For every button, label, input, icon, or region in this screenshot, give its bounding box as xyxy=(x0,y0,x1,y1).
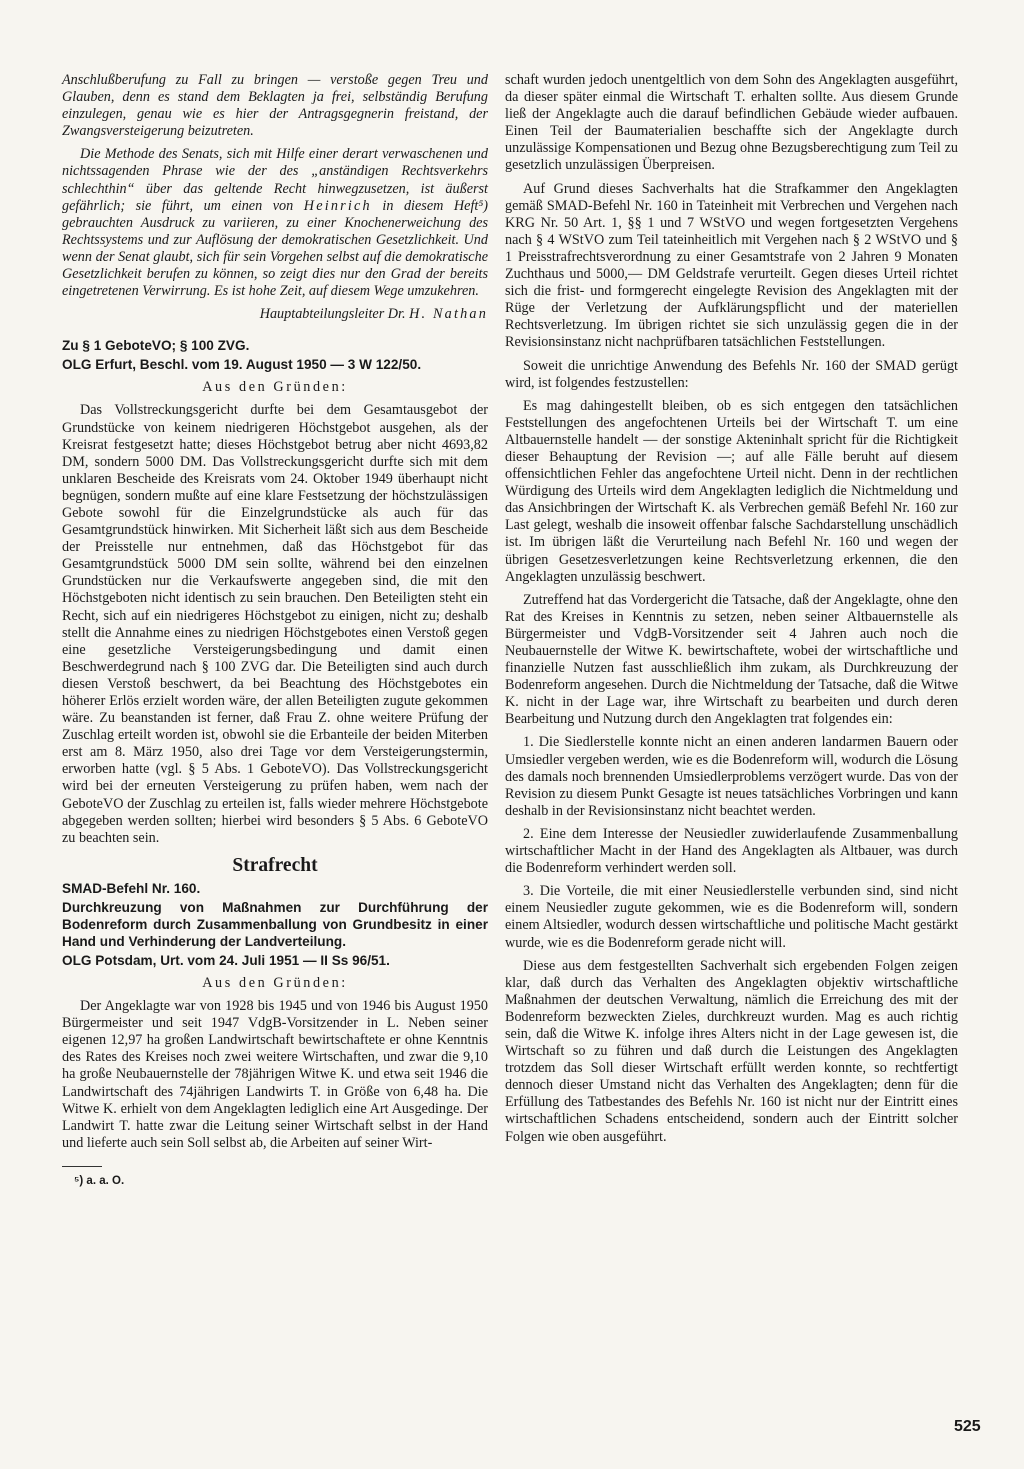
case1-body: Das Vollstreckungsgericht durfte bei dem Gesamtausgebot der Grundstücke von keinem niedrigeren Höchstgebot ausgehen, als der Kreisrat festgesetzt hatte; dieses Höchstgebot betrug aber nicht 4693,82 DM, sondern 5000 DM. Das Vollstreckungsgericht durfte sich mit dem unklaren Bescheide des Kreisrats vom 24. Oktober 1949 überhaupt nicht begnügen, sondern mußte auf eine klare Festsetzung der höchstzulässigen Gebote sowohl für die Einzelgrundstücke als auch für das Gesamtgrundstück hinwirken. Mit Sicherheit läßt sich aus dem Bescheide der Preisstelle nur entnehmen, daß das Höchstgebot für das Gesamtgrundstück 5000 DM sein sollte, während bei den einzelnen Grundstücken nur die Verkaufswerte angegeben sind, die mit den Höchstgeboten nicht identisch zu sein brauchen. Den Beteiligten steht ein Recht, sich auf ein niedrigeres Höchstgebot zu einigen, nicht zu; deshalb stellt die Annahme eines zu niedrigen Höchstgebotes einen Verstoß gegen eine gesetzliche Versteigerungsbedingung und damit einen Beschwerdegrund nach § 100 ZVG dar. Die Beteiligten sind auch durch diesen Verstoß beschwert, da bei Beachtung des Höchstgebotes ein höherer Erlös erzielt worden wäre, der allen Beteiligten zugute gekommen wäre. Zu beanstanden ist ferner, daß Frau Z. ohne weitere Prüfung der Zuschlag erteilt worden ist, obwohl sie die Erbanteile der beiden Miterben erst am 8. März 1950, also drei Tage vor dem Versteigerungstermin, erworben hatte (vgl. § 5 Abs. 1 GeboteVO). Das Vollstreckungsgericht wird bei der erneuten Versteigerung zu prüfen haben, wem nach der GeboteVO der Zuschlag zu erteilen ist, falls wieder mehrere Höchstgebote abgegeben werden sollten; hierbei wird besonders § 5 Abs. 6 GeboteVO zu beachten sein. xyxy=(62,402,488,846)
footnote-rule xyxy=(62,1166,102,1167)
right-paragraph-2: Auf Grund dieses Sachverhalts hat die Strafkammer den Angeklagten gemäß SMAD-Befehl Nr. 160 in Tateinheit mit Verbrechen und Vergehen nach KRG Nr. 50 Art. 1, §§ 1 und 7 WStVO und wegen fortgesetzten Vergehens nach § 4 WStVO zum Teil tateinheitlich mit Vergehen nach § 2 WStVO und § 1 Preisstrafrechtsverordnung zu einer Gesamtstrafe von 2 Jahren 9 Monaten Zuchthaus und 5000,— DM Geldstrafe verurteilt. Gegen dieses Urteil richtet sich die frist- und formgerecht eingelegte Revision des Angeklagten mit der Rüge der Verletzung der Aufklärungspflicht und der materiellen Rechtsverletzung. Im übrigen richtet sie sich unzulässig gegen die in der Revisionsinstanz nicht nachprüfbaren tatsächlichen Feststellungen. xyxy=(505,180,958,351)
right-paragraph-4: Es mag dahingestellt bleiben, ob es sich entgegen den tatsächlichen Feststellungen des angefochtenen Urteils bei der Wirtschaft T. um eine Altbauernstelle handelt — der sonstige Akteninhalt spricht für die Richtigkeit dieser Behauptung der Revision —; auf alle Fälle beruht auf diesem offensichtlichen Fehler das angefochtene Urteil nicht. Denn in der rechtlichen Würdigung des Urteils wird dem Angeklagten lediglich die Nichtmeldung und das Ansichbringen der Wirtschaft K. als Verbrechen gemäß Befehl Nr. 160 zur Last gelegt, weshalb die insoweit offenbar falsche Sachdarstellung unschädlich ist. Im übrigen läßt die Verurteilung nach Befehl Nr. 160 und wegen der übrigen Gesetzesverletzungen keine Rechtsverletzung erkennen, die den Angeklagten unzulässig beschwert. xyxy=(505,397,958,585)
page-number: 525 xyxy=(954,1418,981,1435)
italic-paragraph-2: Die Methode des Senats, sich mit Hilfe einer derart verwaschenen und nichtssagenden Phrase wie der des „anständigen Rechtsverkehrs schlechthin“ über das geltende Recht hinwegzusetzen, ist äußerst gefährlich; sie führt, um einen von Heinrich in diesem Heft⁵) gebrauchten Ausdruck zu variieren, zu einer Knochenerweichung des Rechtssystems und zur Auflösung der demokratischen Gesetzlichkeit. Und wenn der Senat glaubt, sich für sein Vorgehen selbst auf die demokratische Gesetzlichkeit berufen zu können, so zeigt dies nur den Grad der bereits eingetretenen Verwirrung. Es ist hohe Zeit, auf diesem Wege umzukehren. xyxy=(62,146,488,300)
case1-heading-1: Zu § 1 GeboteVO; § 100 ZVG. xyxy=(62,338,250,354)
case2-heading-2: Durchkreuzung von Maßnahmen zur Durchführung der Bodenreform durch Zusammenballung von Grundbesitz in einer Hand und Verhinderung der Landverteilung. xyxy=(62,899,488,949)
left-column xyxy=(62,72,488,1190)
italic-paragraph-1: Anschlußberufung zu Fall zu bringen — verstoße gegen Treu und Glauben, denn es stand dem Beklagten ja frei, selbständig Berufung einzulegen, genau wie es hier der Antragsgegnerin freistand, der Zwangsversteigerung beizutreten. xyxy=(62,72,488,140)
signature: Hauptabteilungsleiter Dr. H. Nathan xyxy=(259,306,488,323)
right-paragraph-3: Soweit die unrichtige Anwendung des Befehls Nr. 160 der SMAD gerügt wird, ist folgendes festzustellen: xyxy=(505,357,958,391)
right-paragraph-1: schaft wurden jedoch unentgeltlich von dem Sohn des Angeklagten ausgeführt, da dieser später einmal die Wirtschaft T. erhalten sollte. Aus diesem Grunde ließ der Angeklagte auch die darauf befindlichen Gebäude wieder aufbauen. Einen Teil der Baumaterialien beschaffte sich der Angeklagte durch unzulässige Kompensationen und Bezug ohne Bezugsberechtigung zum Teil zu gesetzlich unzulässigen Überpreisen. xyxy=(505,72,958,174)
commentary-italic xyxy=(62,72,488,300)
case1-gruende-label: Aus den Gründen: xyxy=(202,379,348,396)
case1-heading-2: OLG Erfurt, Beschl. vom 19. August 1950 — 3 W 122/50. xyxy=(62,357,422,373)
case2-gruende-label: Aus den Gründen: xyxy=(202,974,348,991)
case2-heading-1: SMAD-Befehl Nr. 160. xyxy=(62,880,201,896)
case2-body: Der Angeklagte war von 1928 bis 1945 und von 1946 bis August 1950 Bürgermeister und seit 1947 VdgB-Vorsitzender in L. Neben seiner eigenen 12,97 ha großen Landwirtschaft bewirtschaftete er ohne Kenntnis des Rates des Kreises noch zwei weitere Wirtschaften, und zwar die 9,10 ha große Neubauernstelle der 78jährigen Witwe K. und etwa seit 1946 die Landwirtschaft des 74jährigen Landwirts T. in Größe von 6,48 ha. Die Witwe K. erhielt von dem Angeklagten lediglich eine Art Ausgedinge. Der Landwirt T. hatte zwar die Leitung seiner Wirtschaft selbst in der Hand und lieferte auch sein Soll selbst ab, die Arbeiten auf seiner Wirt- xyxy=(62,998,488,1151)
section-title-strafrecht: Strafrecht xyxy=(232,854,318,876)
right-paragraph-6: Diese aus dem festgestellten Sachverhalt sich ergebenden Folgen zeigen klar, daß durch das Verhalten des Angeklagten objektiv wirtschaftliche Maßnahmen der deutschen Verwaltung, nämlich die Erreichung des mit der Bodenreform bezweckten Zieles, durchkreuzt wurden. Mag es auch richtig sein, daß die Witwe K. infolge ihres Alters nicht in der Lage gewesen ist, die Wirtschaft so zu führen und daß durch die Leistungen des Angeklagten trotzdem das Soll dieser Wirtschaft erfüllt werden konnte, so rechtfertigt dennoch dieser Umstand nicht das Verhalten des Angeklagten; denn für die Erfüllung des Tatbestandes des Befehls Nr. 160 ist nicht nur der Eintritt eines wirtschaftlichen Schadens entscheidend, sondern auch der Eintritt solcher Folgen wie oben ausgeführt. xyxy=(505,957,958,1145)
right-list-item-2: 2. Eine dem Interesse der Neusiedler zuwiderlaufende Zusammenballung wirtschaftlicher Macht in der Hand des Angeklagten als Altbauer, was durch die Bodenreform verhindert werden soll. xyxy=(505,825,958,877)
case2-heading-3: OLG Potsdam, Urt. vom 24. Juli 1951 — II Ss 96/51. xyxy=(62,952,390,968)
footnote: ⁵) a. a. O. xyxy=(74,1174,125,1187)
right-column xyxy=(505,72,958,1152)
right-list-item-1: 1. Die Siedlerstelle konnte nicht an einen anderen landarmen Bauern oder Umsiedler vergeben werden, wie es die Bodenreform will, wodurch die Lösung des damals noch brennenden Umsiedlerproblems verzögert wurde. Das von der Revision zu diesem Punkt Gesagte ist neues tatsächliches Vorbringen und kann deshalb in der Revisionsinstanz nicht beachtet werden. xyxy=(505,734,958,819)
right-list-item-3: 3. Die Vorteile, die mit einer Neusiedlerstelle verbunden sind, sind nicht einem Neusiedler zugute gekommen, wie es die Bodenreform will, sondern einem Altsiedler, wodurch dessen wirtschaftliche und politische Macht gestärkt wurde, wie es die Bodenreform gerade nicht will. xyxy=(505,883,958,951)
right-paragraph-5: Zutreffend hat das Vordergericht die Tatsache, daß der Angeklagte, ohne den Rat des Kreises in Kenntnis zu setzen, neben seiner Altbauernstelle als Bürgermeister und VdgB-Vorsitzender seit 4 Jahren auch noch die Neubauernstelle der Witwe K. bewirtschaftete, wobei der wirtschaftliche und finanzielle Nutzen fast ausschließlich ihm zukam, als Durchkreuzung der Bodenreform angesehen. Durch die Nichtmeldung der Tatsache, daß die Witwe K. nicht in der Lage war, ihre Wirtschaft zu bearbeiten und durch deren Bearbeitung und Nutzung durch den Angeklagten trat folgendes ein: xyxy=(505,591,958,728)
